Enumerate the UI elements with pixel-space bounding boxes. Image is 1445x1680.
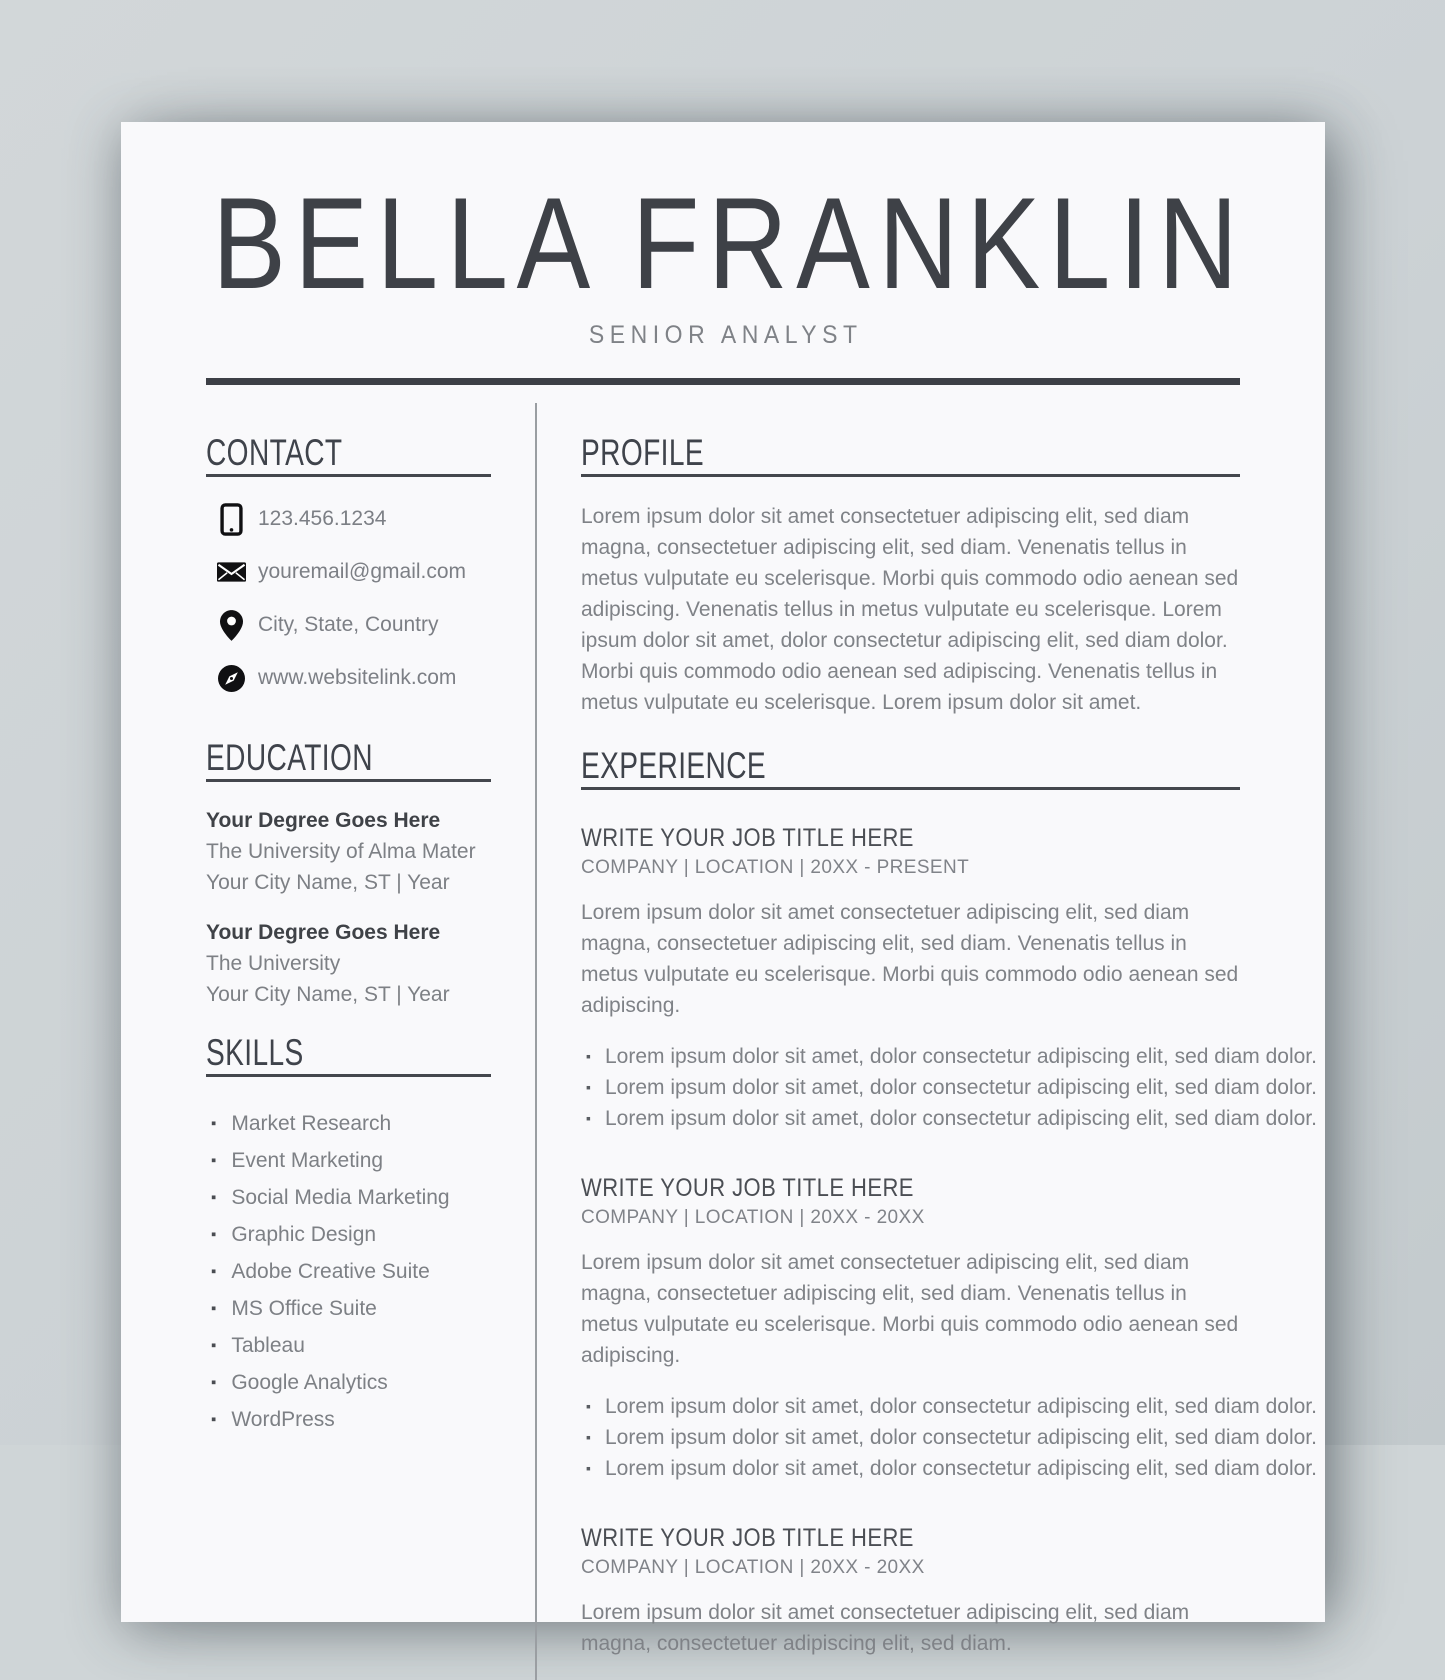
education-heading: EDUCATION — [206, 740, 491, 782]
school-name: The University — [206, 952, 341, 975]
education-list — [206, 805, 491, 1010]
experience-entry — [581, 1523, 1240, 1659]
job-title: WRITE YOUR JOB TITLE HERE — [581, 1174, 914, 1202]
education-entry — [206, 805, 491, 898]
education-entry — [206, 917, 491, 1010]
skill-item: ▪ Tableau — [211, 1328, 491, 1365]
skill-item: ▪ Social Media Marketing — [211, 1180, 491, 1217]
job-description: Lorem ipsum dolor sit amet consectetuer adipiscing elit, sed diam magna, consectetuer adipiscing elit, sed diam. — [581, 1601, 1190, 1655]
resume-page — [121, 122, 1325, 1655]
skill-item: ▪ MS Office Suite — [211, 1291, 491, 1328]
contact-item-text: www.websitelink.com — [258, 666, 457, 689]
job-title: WRITE YOUR JOB TITLE HERE — [581, 824, 914, 852]
phone-icon — [216, 503, 246, 536]
school-location: Your City Name, ST | Year — [206, 871, 450, 894]
profile-text: Lorem ipsum dolor sit amet consectetuer adipiscing elit, sed diam magna, consectetuer adipiscing elit, sed diam. Venenatis tellus in metus vulputate eu scelerisque. Morbi quis commodo odio aenean sed adipiscing. Venenatis tellus in metus vulputate eu scelerisque. Lorem ipsum dolor sit amet, dolor consectetur adipiscing elit, sed diam dolor. Morbi quis commodo odio aenean sed adipiscing. Venenatis tellus in metus vulputate eu scelerisque. Lorem ipsum dolor sit amet. — [581, 505, 1239, 714]
header-rule — [206, 378, 1240, 385]
person-name: BELLA FRANKLIN — [212, 170, 1247, 316]
job-bullet: ▪ Lorem ipsum dolor sit amet, dolor consectetur adipiscing elit, sed diam dolor. — [586, 1423, 1240, 1454]
contact-item-text: youremail@gmail.com — [258, 560, 467, 583]
job-bullet-list — [581, 1392, 1317, 1485]
job-description: Lorem ipsum dolor sit amet consectetuer adipiscing elit, sed diam magna, consectetuer adipiscing elit, sed diam. Venenatis tellus in metus vulputate eu scelerisque. Morbi quis commodo odio aenean sed adipiscing. — [581, 901, 1239, 1017]
job-bullet: ▪ Lorem ipsum dolor sit amet, dolor consectetur adipiscing elit, sed diam dolor. — [586, 1104, 1240, 1135]
school-name: The University of Alma Mater — [206, 840, 476, 863]
school-location: Your City Name, ST | Year — [206, 983, 450, 1006]
column-divider — [535, 403, 537, 1680]
location-icon — [216, 610, 246, 641]
contact-item-text: 123.456.1234 — [258, 507, 387, 530]
website-icon — [216, 665, 246, 692]
contact-item — [216, 664, 491, 692]
email-icon — [216, 562, 246, 582]
contact-item — [216, 558, 491, 586]
skills-heading: SKILLS — [206, 1035, 491, 1077]
skill-item: ▪ Google Analytics — [211, 1365, 491, 1402]
contact-item — [216, 505, 491, 533]
job-description: Lorem ipsum dolor sit amet consectetuer adipiscing elit, sed diam magna, consectetuer adipiscing elit, sed diam. Venenatis tellus in metus vulputate eu scelerisque. Morbi quis commodo odio aenean sed adipiscing. — [581, 1251, 1239, 1367]
skill-item: ▪ WordPress — [211, 1402, 491, 1439]
skills-list — [206, 1106, 491, 1439]
skill-item: ▪ Adobe Creative Suite — [211, 1254, 491, 1291]
degree-name: Your Degree Goes Here — [206, 921, 441, 944]
job-bullet: ▪ Lorem ipsum dolor sit amet, dolor consectetur adipiscing elit, sed diam dolor. — [586, 1392, 1240, 1423]
experience-list — [581, 823, 1317, 1659]
job-title: WRITE YOUR JOB TITLE HERE — [581, 1524, 914, 1552]
job-meta: COMPANY | LOCATION | 20XX - 20XX — [581, 1557, 925, 1578]
skill-item: ▪ Market Research — [211, 1106, 491, 1143]
left-column — [206, 385, 491, 1680]
person-job-title: SENIOR ANALYST — [589, 321, 863, 349]
profile-heading: PROFILE — [581, 435, 1240, 477]
job-bullet: ▪ Lorem ipsum dolor sit amet, dolor consectetur adipiscing elit, sed diam dolor. — [586, 1042, 1240, 1073]
job-meta: COMPANY | LOCATION | 20XX - PRESENT — [581, 857, 970, 878]
experience-heading: EXPERIENCE — [581, 748, 1240, 790]
job-bullet-list — [581, 1042, 1317, 1135]
contact-item-text: City, State, Country — [258, 613, 439, 636]
contact-item — [216, 611, 491, 639]
degree-name: Your Degree Goes Here — [206, 809, 441, 832]
contact-list — [206, 505, 491, 692]
skill-item: ▪ Event Marketing — [211, 1143, 491, 1180]
job-bullet: ▪ Lorem ipsum dolor sit amet, dolor consectetur adipiscing elit, sed diam dolor. — [586, 1073, 1240, 1104]
job-bullet: ▪ Lorem ipsum dolor sit amet, dolor consectetur adipiscing elit, sed diam dolor. — [586, 1454, 1240, 1485]
job-meta: COMPANY | LOCATION | 20XX - 20XX — [581, 1207, 925, 1228]
experience-entry — [581, 823, 1317, 1135]
right-column — [581, 385, 1317, 1680]
resume-body — [206, 385, 1317, 1680]
contact-heading: CONTACT — [206, 435, 491, 477]
experience-entry — [581, 1173, 1317, 1485]
skill-item: ▪ Graphic Design — [211, 1217, 491, 1254]
